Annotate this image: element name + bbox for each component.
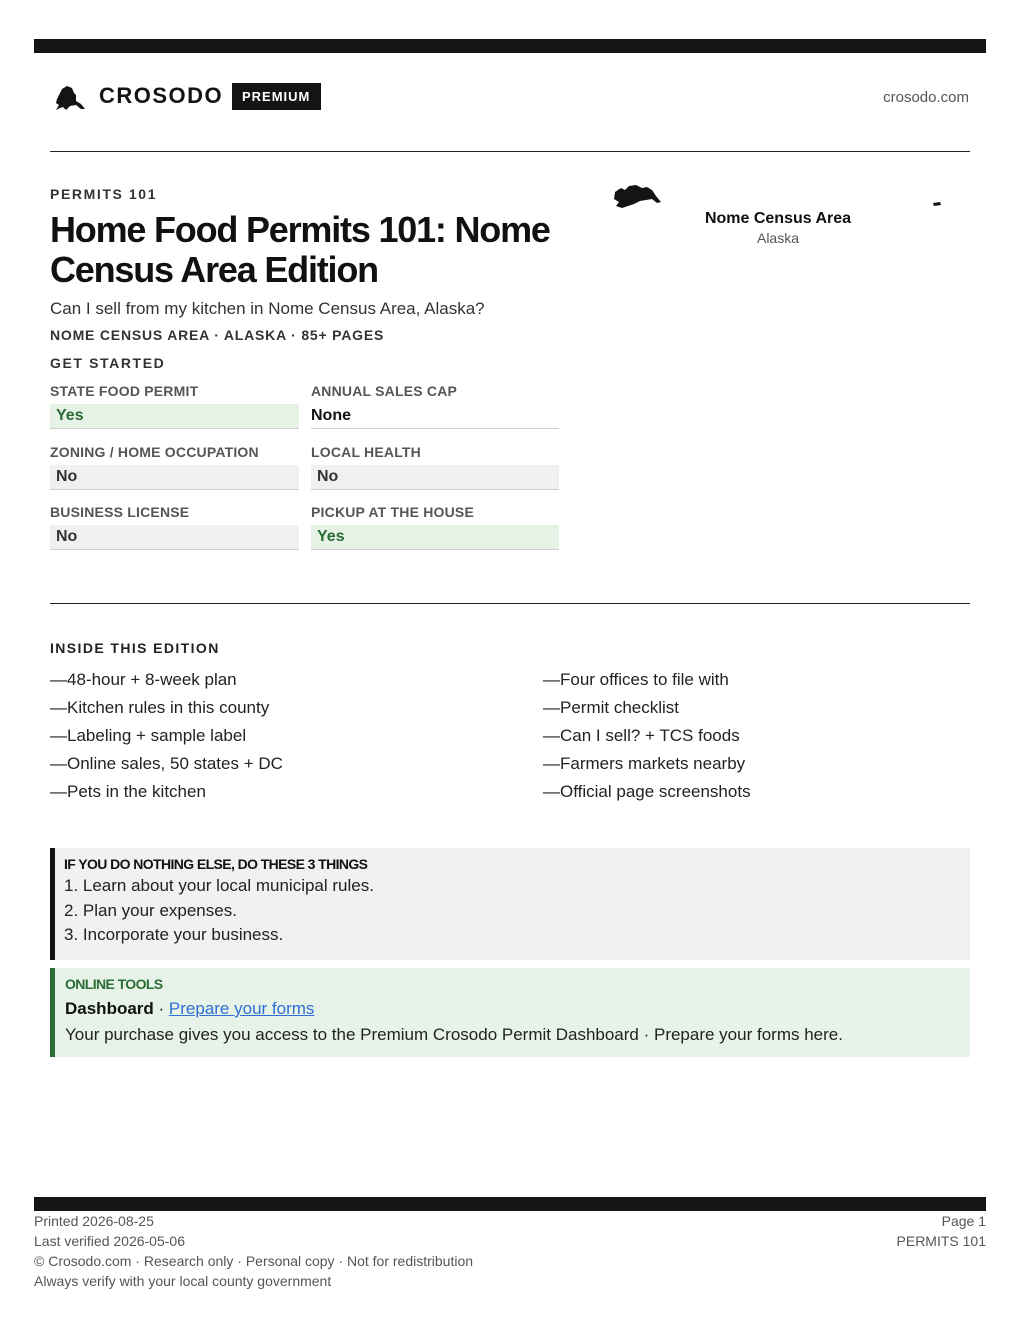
list-item: —Permit checklist — [543, 698, 680, 717]
page-subtitle: Can I sell from my kitchen in Nome Census Area, Alaska? — [50, 299, 485, 318]
list-item: —Farmers markets nearby — [543, 754, 746, 773]
must-do-callout — [50, 848, 970, 960]
edition-meta: NOME CENSUS AREA · ALASKA · 85+ PAGES — [50, 327, 385, 343]
list-item: —Kitchen rules in this county — [50, 698, 270, 717]
region-map-icon — [612, 182, 664, 210]
field-value: Yes — [50, 404, 299, 429]
brand-name: CROSODO — [99, 83, 224, 108]
list-item: —Online sales, 50 states + DC — [50, 754, 283, 773]
footer-section: PERMITS 101 — [896, 1233, 986, 1249]
field-label: LOCAL HEALTH — [311, 444, 421, 460]
list-item: —Four offices to file with — [543, 670, 729, 689]
annual-sales-cap-field — [311, 383, 559, 429]
section-kicker: PERMITS 101 — [50, 186, 158, 202]
field-label: ZONING / HOME OCCUPATION — [50, 444, 259, 460]
premium-badge: PREMIUM — [232, 83, 321, 110]
tools-description: Your purchase gives you access to the Premium Crosodo Permit Dashboard · Prepare your forms here. — [65, 1025, 843, 1044]
zoning-field — [50, 444, 299, 490]
tools-heading: ONLINE TOOLS — [65, 976, 163, 992]
verified-date: Last verified 2026-05-06 — [34, 1233, 185, 1249]
local-health-field — [311, 444, 559, 490]
field-label: BUSINESS LICENSE — [50, 504, 190, 520]
field-label: ANNUAL SALES CAP — [311, 383, 458, 399]
inside-edition-heading: INSIDE THIS EDITION — [50, 640, 220, 656]
state-food-permit-field — [50, 383, 299, 429]
contents-list-right — [543, 666, 751, 806]
field-value: Yes — [311, 525, 559, 550]
callout-item: 1. Learn about your local municipal rules. — [64, 876, 374, 895]
header-divider — [50, 151, 970, 152]
printed-date: Printed 2026-08-25 — [34, 1213, 154, 1229]
field-label: STATE FOOD PERMIT — [50, 383, 199, 399]
field-value: None — [311, 404, 559, 429]
alaska-logo-icon — [54, 83, 88, 111]
footer-left — [34, 1211, 473, 1291]
region-card — [660, 210, 896, 246]
callout-item: 2. Plan your expenses. — [64, 900, 237, 920]
field-value: No — [50, 465, 299, 490]
callout-heading: IF YOU DO NOTHING ELSE, DO THESE 3 THINGS — [64, 856, 368, 872]
footer-right — [897, 1211, 986, 1251]
verify-notice: Always verify with your local county government — [34, 1273, 332, 1289]
list-item: —48-hour + 8-week plan — [50, 670, 237, 689]
business-license-field — [50, 504, 299, 550]
dashboard-label: Dashboard — [65, 999, 154, 1018]
field-label: PICKUP AT THE HOUSE — [311, 504, 475, 520]
list-item: —Official page screenshots — [543, 782, 751, 801]
top-bar — [34, 39, 986, 53]
get-started-heading: GET STARTED — [50, 355, 166, 371]
field-value: No — [50, 525, 299, 550]
callout-item: 3. Incorporate your business. — [64, 925, 284, 944]
list-item: —Can I sell? + TCS foods — [543, 726, 740, 745]
contents-list-left — [50, 666, 283, 806]
region-name: Nome Census Area — [704, 210, 852, 227]
section-divider — [50, 603, 970, 604]
dashboard-line — [65, 999, 970, 1019]
region-state: Alaska — [756, 230, 800, 246]
bottom-bar — [34, 1197, 986, 1211]
copyright-notice: © Crosodo.com · Research only · Personal copy · Not for redistribution — [34, 1253, 474, 1269]
site-url[interactable]: crosodo.com — [883, 89, 969, 106]
field-value: No — [311, 465, 559, 490]
prepare-forms-link[interactable]: Prepare your forms — [168, 999, 315, 1018]
pickup-field — [311, 504, 559, 550]
online-tools-callout — [50, 968, 970, 1057]
page-title: Home Food Permits 101: Nome Census Area Edition — [50, 209, 550, 290]
separator: · — [153, 999, 169, 1018]
list-item: —Labeling + sample label — [50, 726, 247, 745]
masthead — [50, 80, 970, 114]
island-map-icon — [932, 201, 942, 207]
list-item: —Pets in the kitchen — [50, 782, 206, 801]
page-number: Page 1 — [941, 1213, 986, 1229]
